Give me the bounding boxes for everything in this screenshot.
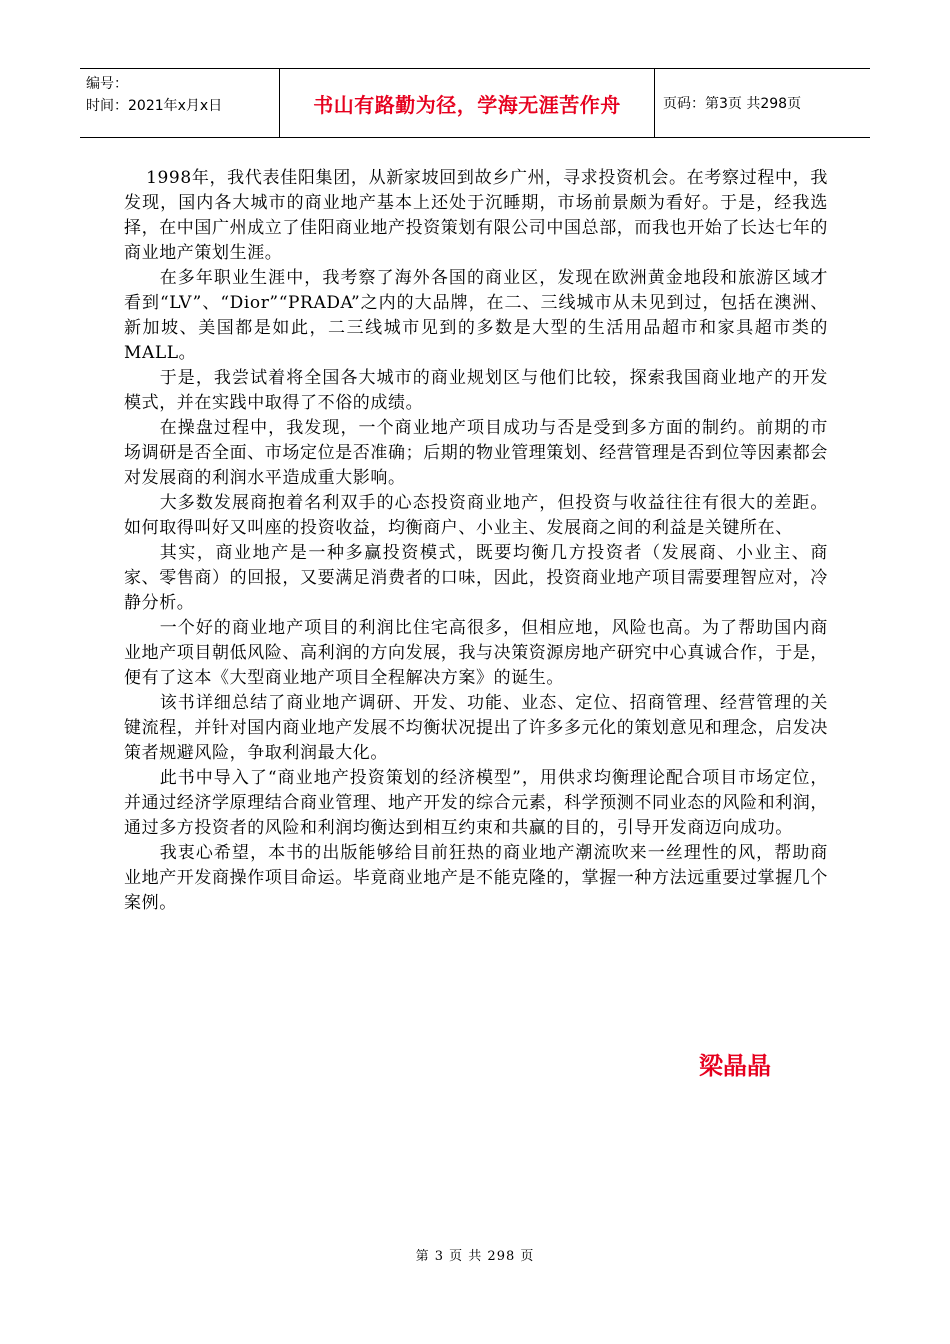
paragraph: 此书中导入了“商业地产投资策划的经济模型”，用供求均衡理论配合项目市场定位，并通过经济学原理结合商业管理、地产开发的综合元素，科学预测不同业态的风险和利润，通过多方投资者的风险和利润均衡达到相互约束和共赢的目的，引导开发商迈向成功。 <box>124 768 828 838</box>
paragraph: 其实，商业地产是一种多赢投资模式，既要均衡几方投资者（发展商、小业主、商家、零售商）的回报，又要满足消费者的口味，因此，投资商业地产项目需要理智应对，冷静分析。 <box>124 543 828 613</box>
header-meta <box>80 69 280 137</box>
paragraph: 在操盘过程中，我发现，一个商业地产项目成功与否是受到多方面的制约。前期的市场调研是否全面、市场定位是否准确；后期的物业管理策划、经营管理是否到位等因素都会对发展商的利润水平造成重大影响。 <box>124 418 828 488</box>
paragraph: 1998年，我代表佳阳集团，从新家坡回到故乡广州，寻求投资机会。在考察过程中，我发现，国内各大城市的商业地产基本上还处于沉睡期，市场前景颇为看好。于是，经我选择，在中国广州成立了佳阳商业地产投资策划有限公司中国总部，而我也开始了长达七年的商业地产策划生涯。 <box>124 168 828 263</box>
paragraph: 一个好的商业地产项目的利润比住宅高很多，但相应地，风险也高。为了帮助国内商业地产项目朝低风险、高利润的方向发展，我与决策资源房地产研究中心真诚合作，于是，便有了这本《大型商业地产项目全程解决方案》的诞生。 <box>124 618 828 688</box>
paragraph: 大多数发展商抱着名利双手的心态投资商业地产，但投资与收益往往有很大的差距。如何取得叫好又叫座的投资收益，均衡商户、小业主、发展商之间的利益是关键所在、 <box>124 493 828 538</box>
paragraph: 于是，我尝试着将全国各大城市的商业规划区与他们比较，探索我国商业地产的开发模式，并在实践中取得了不俗的成绩。 <box>124 368 828 413</box>
paragraph: 该书详细总结了商业地产调研、开发、功能、业态、定位、招商管理、经营管理的关键流程，并针对国内商业地产发展不均衡状况提出了许多多元化的策划意见和理念，启发决策者规避风险，争取利润最大化。 <box>124 693 828 763</box>
paragraph: 在多年职业生涯中，我考察了海外各国的商业区，发现在欧洲黄金地段和旅游区域才看到“LV”、“Dior”“PRADA”之内的大品牌，在二、三线城市从未见到过，包括在澳洲、新加坡、美国都是如此，二三线城市见到的多数是大型的生活用品超市和家具超市类的MALL。 <box>124 268 828 363</box>
page-footer: 第 3 页 共 298 页 <box>415 1249 535 1264</box>
document-time-label: 时间：2021年x月x日 <box>86 98 223 114</box>
document-number-label: 编号： <box>86 76 128 92</box>
paragraph: 我衷心希望，本书的出版能够给目前狂热的商业地产潮流吹来一丝理性的风，帮助商业地产开发商操作项目命运。毕竟商业地产是不能克隆的，掌握一种方法远重要过掌握几个案例。 <box>124 843 828 913</box>
preface-body <box>124 166 828 916</box>
header-motto: 书山有路勤为径，学海无涯苦作舟 <box>280 69 655 137</box>
page-header <box>80 68 870 138</box>
header-page-info: 页码：第3页 共298页 <box>663 96 802 112</box>
author-signature: 梁晶晶 <box>699 1052 771 1080</box>
